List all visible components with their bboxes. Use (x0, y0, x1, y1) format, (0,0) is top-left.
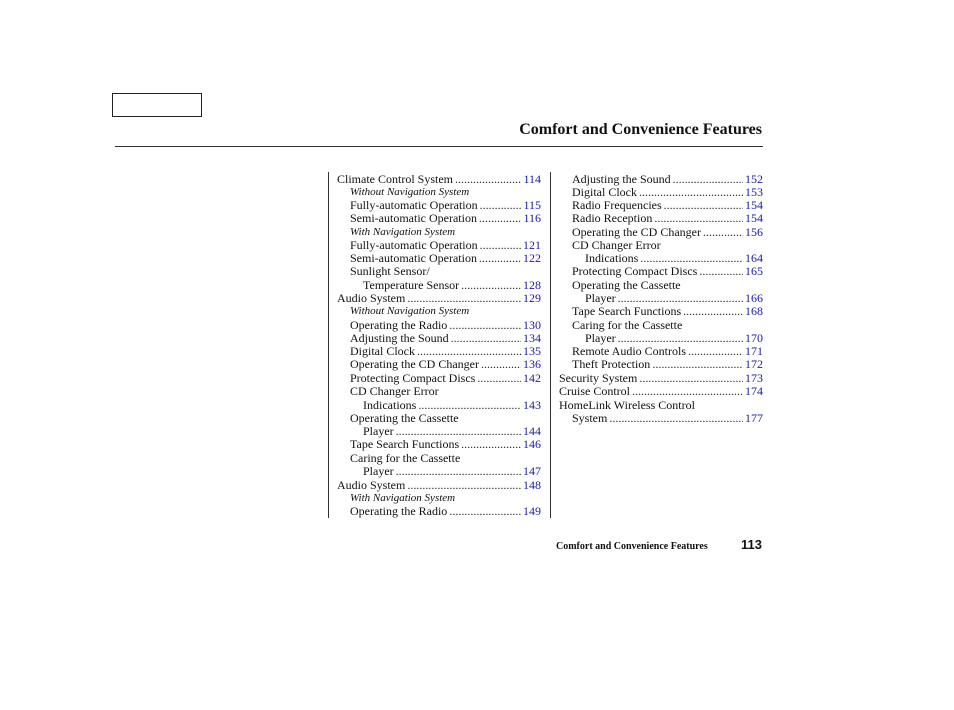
toc-page-link[interactable]: 136 (523, 357, 541, 371)
toc-entry[interactable] (350, 437, 541, 451)
page-number: 113 (741, 537, 762, 552)
toc-entry[interactable] (363, 424, 541, 438)
toc-entry[interactable] (350, 198, 541, 212)
toc-page-link[interactable]: 115 (523, 198, 541, 212)
leader-dots (451, 331, 521, 345)
toc-entry (350, 225, 455, 239)
leader-dots (699, 264, 743, 278)
toc-entry-label: Operating the Cassette (572, 278, 681, 292)
toc-entry[interactable] (559, 384, 763, 398)
toc-entry[interactable] (350, 344, 541, 358)
leader-dots (639, 371, 743, 385)
toc-entry[interactable] (572, 211, 763, 225)
toc-entry-label: Tape Search Functions (350, 437, 460, 451)
toc-entry[interactable] (585, 251, 763, 265)
leader-dots (461, 437, 521, 451)
toc-entry-label: Adjusting the Sound (572, 172, 671, 186)
leader-dots (652, 357, 743, 371)
toc-entry-label: Fully-automatic Operation (350, 238, 478, 252)
toc-page-link[interactable]: 154 (745, 211, 763, 225)
toc-page-link[interactable]: 135 (523, 344, 541, 358)
toc-entry[interactable] (363, 398, 541, 412)
leader-dots (417, 344, 521, 358)
toc-entry[interactable] (572, 185, 763, 199)
leader-dots (632, 384, 743, 398)
leader-dots (418, 398, 521, 412)
left-column-rule (328, 172, 329, 518)
toc-entry[interactable] (350, 357, 541, 371)
toc-entry[interactable] (559, 371, 763, 385)
toc-page-link[interactable]: 121 (523, 238, 541, 252)
toc-entry-label: System (572, 411, 608, 425)
toc-entry[interactable] (350, 238, 541, 252)
toc-entry (350, 264, 430, 278)
toc-entry-label: Protecting Compact Discs (572, 264, 698, 278)
toc-entry-label: Digital Clock (350, 344, 415, 358)
leader-dots (480, 198, 522, 212)
toc-entry (572, 238, 661, 252)
toc-entry-label: Indications (585, 251, 639, 265)
leader-dots (639, 185, 743, 199)
toc-entry (559, 398, 695, 412)
toc-page-link[interactable]: 116 (523, 211, 541, 225)
toc-entry-label: Radio Reception (572, 211, 653, 225)
toc-entry[interactable] (572, 304, 763, 318)
toc-page-link[interactable]: 166 (745, 291, 763, 305)
toc-entry-label: Tape Search Functions (572, 304, 682, 318)
leader-dots (703, 225, 743, 239)
toc-entry-label: Operating the Radio (350, 504, 448, 518)
toc-page-link[interactable]: 177 (745, 411, 763, 425)
toc-page-link[interactable]: 143 (523, 398, 541, 412)
leader-dots (407, 291, 521, 305)
toc-page-link[interactable]: 134 (523, 331, 541, 345)
toc-page-link[interactable]: 147 (523, 464, 541, 478)
toc-entry-label: Temperature Sensor (363, 278, 460, 292)
toc-entry-label: Adjusting the Sound (350, 331, 449, 345)
toc-entry-label: Remote Audio Controls (572, 344, 686, 358)
toc-entry[interactable] (572, 225, 763, 239)
toc-entry[interactable] (350, 371, 541, 385)
toc-entry-label: Player (363, 464, 394, 478)
leader-dots (479, 211, 521, 225)
toc-entry-label: Operating the Radio (350, 318, 448, 332)
toc-entry-label: Audio System (337, 291, 406, 305)
toc-entry-label: With Navigation System (350, 492, 456, 504)
toc-page-link[interactable]: 130 (523, 318, 541, 332)
toc-page-link[interactable]: 154 (745, 198, 763, 212)
leader-dots (618, 291, 743, 305)
toc-page-link[interactable]: 174 (745, 384, 763, 398)
toc-page-link[interactable]: 146 (523, 437, 541, 451)
toc-entry[interactable] (337, 291, 541, 305)
toc-entry (350, 384, 439, 398)
toc-entry-label: Security System (559, 371, 638, 385)
toc-page-link[interactable]: 144 (523, 424, 541, 438)
leader-dots (609, 411, 743, 425)
toc-entry[interactable] (350, 251, 541, 265)
toc-entry-label: Operating the Cassette (350, 411, 459, 425)
toc-entry[interactable] (337, 172, 541, 186)
toc-entry (350, 304, 469, 318)
toc-entry (350, 491, 455, 505)
toc-entry-label: Semi-automatic Operation (350, 211, 477, 225)
toc-entry[interactable] (572, 198, 763, 212)
section-tab-box (112, 93, 202, 117)
footer-section-title: Comfort and Convenience Features (556, 541, 708, 552)
toc-entry-label: Theft Protection (572, 357, 651, 371)
toc-page-link[interactable]: 128 (523, 278, 541, 292)
toc-page-link[interactable]: 122 (523, 251, 541, 265)
leader-dots (479, 251, 521, 265)
toc-page-link[interactable]: 172 (745, 357, 763, 371)
leader-dots (683, 304, 743, 318)
toc-entry[interactable] (363, 278, 541, 292)
toc-page-link[interactable]: 156 (745, 225, 763, 239)
toc-page-link[interactable]: 168 (745, 304, 763, 318)
middle-column-rule (550, 172, 551, 518)
toc-entry-label: Operating the CD Changer (572, 225, 701, 239)
toc-entry-label: With Navigation System (350, 226, 456, 238)
toc-entry[interactable] (572, 357, 763, 371)
toc-page-link[interactable]: 170 (745, 331, 763, 345)
leader-dots (449, 504, 521, 518)
toc-entry[interactable] (350, 504, 541, 518)
toc-entry[interactable] (585, 291, 763, 305)
toc-entry[interactable] (337, 478, 541, 492)
page-title: Comfort and Convenience Features (519, 121, 762, 138)
toc-entry[interactable] (572, 264, 763, 278)
toc-page-link[interactable]: 152 (745, 172, 763, 186)
toc-page-link[interactable]: 129 (523, 291, 541, 305)
toc-entry-label: Protecting Compact Discs (350, 371, 476, 385)
toc-entry-label: Player (585, 331, 616, 345)
toc-page-link[interactable]: 114 (523, 172, 541, 186)
leader-dots (688, 344, 743, 358)
toc-entry[interactable] (585, 331, 763, 345)
leader-dots (396, 464, 521, 478)
toc-entry-label: Player (585, 291, 616, 305)
toc-entry[interactable] (363, 464, 541, 478)
toc-page-link[interactable]: 142 (523, 371, 541, 385)
leader-dots (481, 357, 521, 371)
toc-entry-label: Digital Clock (572, 185, 637, 199)
toc-entry-label: Player (363, 424, 394, 438)
toc-entry (572, 278, 681, 292)
toc-entry (350, 451, 460, 465)
toc-entry-label: Sunlight Sensor/ (350, 264, 430, 278)
toc-entry-label: Fully-automatic Operation (350, 198, 478, 212)
toc-entry[interactable] (572, 344, 763, 358)
leader-dots (477, 371, 521, 385)
toc-entry-label: Caring for the Cassette (350, 451, 461, 465)
toc-entry-label: HomeLink Wireless Control (559, 398, 695, 412)
toc-page-link[interactable]: 165 (745, 264, 763, 278)
toc-entry (350, 185, 469, 199)
leader-dots (480, 238, 521, 252)
toc-page-link[interactable]: 149 (523, 504, 541, 518)
leader-dots (664, 198, 743, 212)
toc-entry-label: CD Changer Error (350, 384, 439, 398)
leader-dots (673, 172, 743, 186)
leader-dots (449, 318, 521, 332)
toc-page-link[interactable]: 148 (523, 478, 541, 492)
toc-entry-label: CD Changer Error (572, 238, 661, 252)
leader-dots (455, 172, 521, 186)
toc-entry-label: Operating the CD Changer (350, 357, 479, 371)
toc-entry[interactable] (350, 318, 541, 332)
toc-entry-label: Semi-automatic Operation (350, 251, 477, 265)
toc-entry[interactable] (572, 172, 763, 186)
toc-entry-label: Climate Control System (337, 172, 453, 186)
toc-page-link[interactable]: 153 (745, 185, 763, 199)
toc-entry-label: Indications (363, 398, 417, 412)
toc-page-link[interactable]: 164 (745, 251, 763, 265)
toc-entry-label: Without Navigation System (350, 186, 470, 198)
toc-page-link[interactable]: 173 (745, 371, 763, 385)
toc-entry-label: Without Navigation System (350, 305, 470, 317)
toc-entry[interactable] (350, 211, 541, 225)
leader-dots (461, 278, 521, 292)
toc-entry[interactable] (350, 331, 541, 345)
leader-dots (407, 478, 521, 492)
toc-entry[interactable] (572, 411, 763, 425)
title-divider (115, 146, 763, 147)
toc-entry (350, 411, 459, 425)
toc-entry-label: Caring for the Cassette (572, 318, 683, 332)
leader-dots (396, 424, 521, 438)
toc-entry-label: Radio Frequencies (572, 198, 662, 212)
leader-dots (618, 331, 743, 345)
toc-page-link[interactable]: 171 (745, 344, 763, 358)
toc-entry-label: Cruise Control (559, 384, 630, 398)
toc-entry-label: Audio System (337, 478, 406, 492)
toc-entry (572, 318, 682, 332)
leader-dots (640, 251, 743, 265)
leader-dots (654, 211, 743, 225)
